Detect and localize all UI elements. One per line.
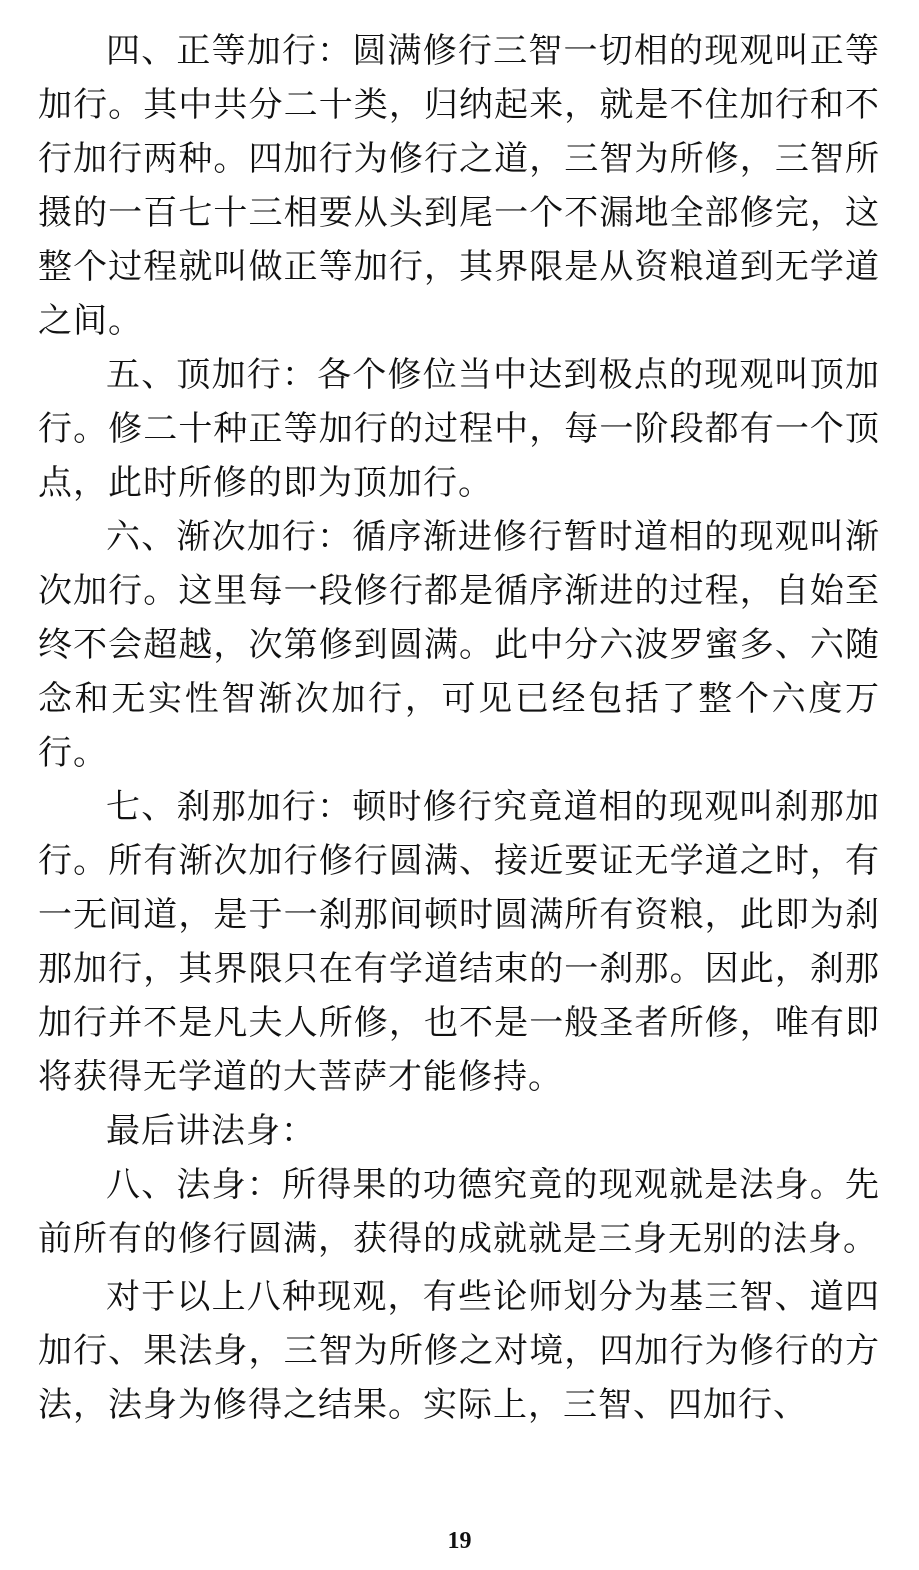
paragraph-fashen: 八、法身：所得果的功德究竟的现观就是法身。先前所有的修行圆满，获得的成就就是三身无别的法身。 bbox=[38, 1165, 880, 1259]
paragraph-zhengdeng-jiaxing: 四、正等加行：圆满修行三智一切相的现观叫正等加行。其中共分二十类，归纳起来，就是不住加行和不行加行两种。四加行为修行之道，三智为所修，三智所摄的一百七十三相要从头到尾一个不漏地全部修完，这整个过程就叫做正等加行，其界限是从资粮道到无学道之间。 bbox=[38, 31, 880, 341]
paragraph-ding-jiaxing: 五、顶加行：各个修位当中达到极点的现观叫顶加行。修二十种正等加行的过程中，每一阶段都有一个顶点，此时所修的即为顶加行。 bbox=[38, 355, 880, 503]
paragraph-jianci-jiaxing: 六、渐次加行：循序渐进修行暂时道相的现观叫渐次加行。这里每一段修行都是循序渐进的过程，自始至终不会超越，次第修到圆满。此中分六波罗蜜多、六随念和无实性智渐次加行，可见已经包括了整个六度万行。 bbox=[38, 517, 880, 773]
body-text bbox=[38, 24, 880, 1432]
paragraph-eight-realizations: 对于以上八种现观，有些论师划分为基三智、道四加行、果法身，三智为所修之对境，四加行为修行的方法，法身为修得之结果。实际上，三智、四加行、 bbox=[38, 1277, 880, 1425]
page-number: 19 bbox=[447, 1528, 472, 1554]
paragraph-fashen-intro: 最后讲法身： bbox=[106, 1111, 316, 1151]
paragraph-chana-jiaxing: 七、刹那加行：顿时修行究竟道相的现观叫刹那加行。所有渐次加行修行圆满、接近要证无学道之时，有一无间道，是于一刹那间顿时圆满所有资粮，此即为刹那加行，其界限只在有学道结束的一刹那。因此，刹那加行并不是凡夫人所修，也不是一般圣者所修，唯有即将获得无学道的大菩萨才能修持。 bbox=[38, 787, 880, 1097]
